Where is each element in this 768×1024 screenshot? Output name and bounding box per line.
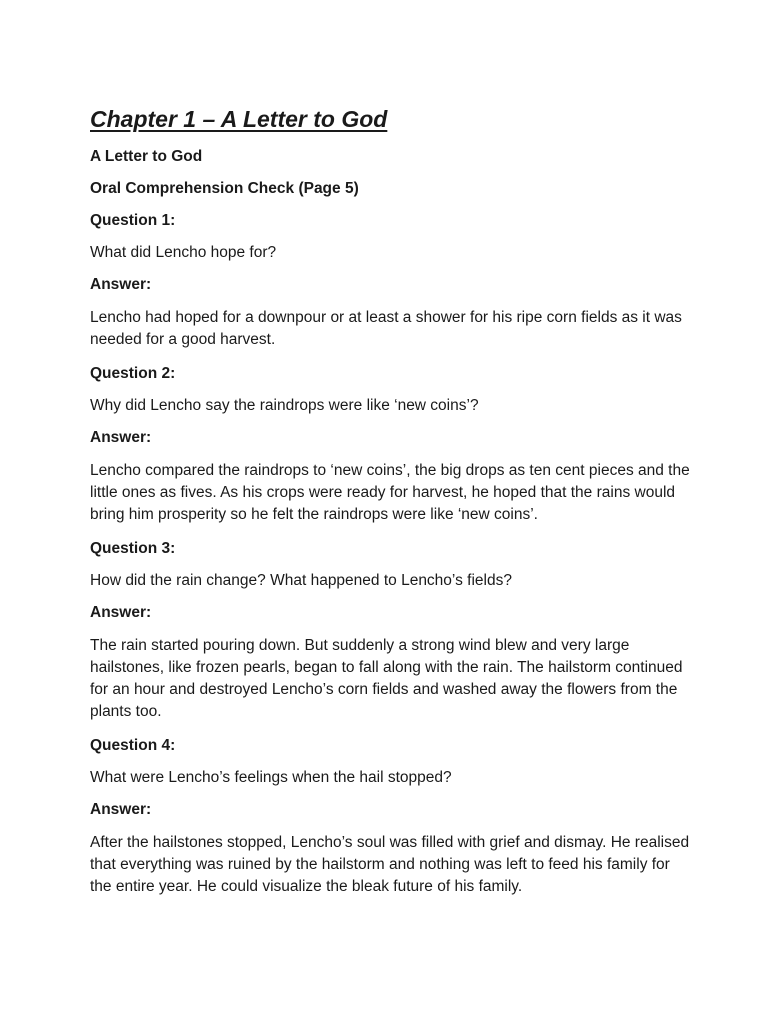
question-text: What were Lencho’s feelings when the hail stopped?	[90, 769, 452, 786]
answer-label: Answer:	[90, 429, 152, 446]
chapter-subtitle: A Letter to God	[90, 148, 203, 165]
answer-text: The rain started pouring down. But suddenly a strong wind blew and very large hailstones, like frozen pearls, began to fall along with the rain. The hailstorm continued for an hour and destroyed Lencho’s corn fields and washed away the flowers from the plants too.	[90, 637, 683, 720]
question-text: What did Lencho hope for?	[90, 244, 277, 261]
answer-label: Answer:	[90, 604, 152, 621]
question-text: How did the rain change? What happened to Lencho’s fields?	[90, 572, 512, 589]
answer-text: After the hailstones stopped, Lencho’s soul was filled with grief and dismay. He realised that everything was ruined by the hailstorm and nothing was left to feed his family for the entire year. He could visualize the bleak future of his family.	[90, 834, 690, 895]
qa-block-4	[90, 736, 690, 898]
section-heading: Oral Comprehension Check (Page 5)	[90, 180, 359, 197]
answer-label: Answer:	[90, 801, 152, 818]
question-text: Why did Lencho say the raindrops were like ‘new coins’?	[90, 397, 479, 414]
chapter-title: Chapter 1 – A Letter to God	[90, 106, 388, 132]
document-page	[90, 104, 690, 911]
answer-text: Lencho compared the raindrops to ‘new coins’, the big drops as ten cent pieces and the little ones as fives. As his crops were ready for harvest, he hoped that the rains would bring him prosperity so he felt the raindrops were like ‘new coins’.	[90, 462, 690, 523]
question-label: Question 1:	[90, 212, 176, 229]
answer-text: Lencho had hoped for a downpour or at least a shower for his ripe corn fields as it was needed for a good harvest.	[90, 309, 682, 348]
question-label: Question 4:	[90, 737, 176, 754]
question-label: Question 2:	[90, 365, 176, 382]
qa-block-2	[90, 364, 690, 526]
qa-block-1	[90, 211, 690, 351]
question-label: Question 3:	[90, 540, 176, 557]
answer-label: Answer:	[90, 276, 152, 293]
qa-block-3	[90, 539, 690, 723]
